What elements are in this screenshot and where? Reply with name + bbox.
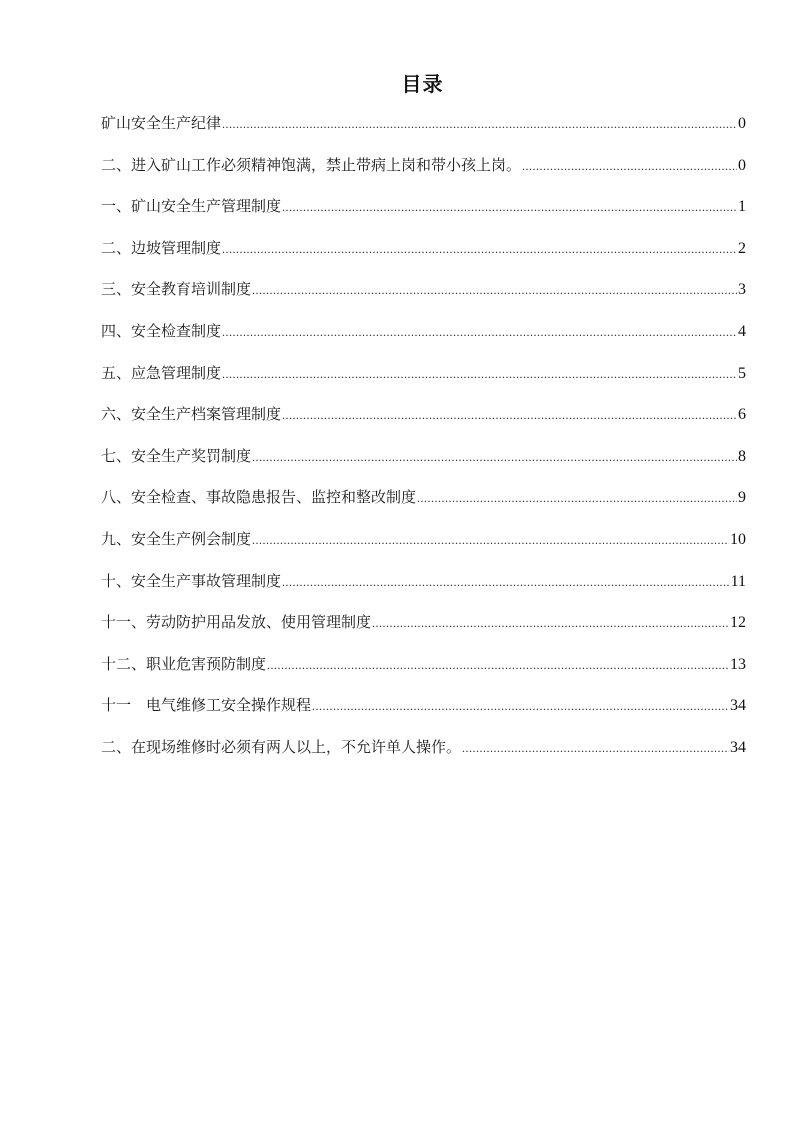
toc-entry[interactable] (101, 443, 746, 485)
toc-page-number: 4 (738, 322, 746, 340)
toc-entry[interactable] (101, 568, 746, 610)
toc-page-number: 10 (730, 530, 746, 548)
toc-entry[interactable] (101, 692, 746, 734)
toc-dot-leader (222, 361, 737, 387)
toc-entry-text: 八、安全检查、事故隐患报告、监控和整改制度 (101, 488, 417, 507)
toc-entry-text: 十一 电气维修工安全操作规程 (101, 696, 312, 715)
toc-dot-leader (252, 527, 729, 553)
toc-page-number: 11 (730, 572, 746, 590)
toc-page-number: 34 (730, 697, 746, 715)
toc-entry-text: 十、安全生产事故管理制度 (101, 571, 282, 590)
toc-page-number: 12 (730, 614, 746, 632)
toc-page-number: 2 (738, 239, 746, 257)
toc-page-number: 9 (738, 489, 746, 507)
toc-entry-text: 矿山安全生产纪律 (101, 114, 222, 132)
toc-dot-leader (372, 610, 729, 636)
toc-entry[interactable] (101, 110, 746, 152)
toc-entry[interactable] (101, 609, 746, 651)
toc-entry[interactable] (101, 360, 746, 402)
toc-page-number: 5 (738, 364, 746, 382)
toc-page-number: 6 (738, 406, 746, 424)
toc-entry-text: 十二、职业危害预防制度 (101, 654, 267, 673)
toc-entry[interactable] (101, 651, 746, 693)
toc-page-number: 3 (738, 281, 746, 299)
toc-dot-leader (252, 277, 737, 303)
toc-entry[interactable] (101, 235, 746, 277)
toc-dot-leader (282, 569, 730, 595)
toc-dot-leader (222, 236, 737, 262)
toc-entry[interactable] (101, 152, 746, 194)
toc-page-number: 34 (730, 738, 746, 756)
toc-dot-leader (312, 693, 729, 719)
toc-entry[interactable] (101, 318, 746, 360)
toc-entry-text: 十一、劳动防护用品发放、使用管理制度 (101, 613, 372, 632)
toc-entry-text: 二、在现场维修时必须有两人以上，不允许单人操作。 (101, 737, 462, 756)
table-of-contents (101, 110, 746, 776)
toc-entry-text: 一、矿山安全生产管理制度 (101, 197, 282, 216)
page-title: 目录 (401, 72, 444, 96)
toc-entry[interactable] (101, 401, 746, 443)
toc-dot-leader (267, 652, 729, 678)
toc-page-number: 13 (730, 655, 746, 673)
toc-page-number: 8 (738, 447, 746, 465)
toc-dot-leader (282, 194, 737, 220)
toc-page-number: 1 (738, 198, 746, 216)
toc-page-number: 0 (738, 156, 746, 174)
toc-dot-leader (222, 111, 737, 137)
toc-dot-leader (417, 485, 737, 511)
toc-entry[interactable] (101, 276, 746, 318)
toc-entry[interactable] (101, 734, 746, 776)
toc-dot-leader (522, 153, 737, 179)
toc-entry-text: 四、安全检查制度 (101, 321, 222, 340)
toc-dot-leader (222, 319, 737, 345)
toc-entry-text: 五、应急管理制度 (101, 363, 222, 382)
toc-entry[interactable] (101, 484, 746, 526)
toc-entry-text: 七、安全生产奖罚制度 (101, 446, 252, 465)
toc-entry-text: 九、安全生产例会制度 (101, 529, 252, 548)
toc-entry[interactable] (101, 193, 746, 235)
toc-dot-leader (282, 402, 737, 428)
toc-entry-text: 二、进入矿山工作必须精神饱满，禁止带病上岗和带小孩上岗。 (101, 155, 522, 174)
toc-page-number: 0 (738, 115, 746, 132)
toc-dot-leader (252, 444, 737, 470)
toc-entry-text: 二、边坡管理制度 (101, 238, 222, 257)
toc-entry[interactable] (101, 526, 746, 568)
toc-dot-leader (462, 735, 729, 761)
toc-entry-text: 六、安全生产档案管理制度 (101, 405, 282, 424)
toc-entry-text: 三、安全教育培训制度 (101, 280, 252, 299)
